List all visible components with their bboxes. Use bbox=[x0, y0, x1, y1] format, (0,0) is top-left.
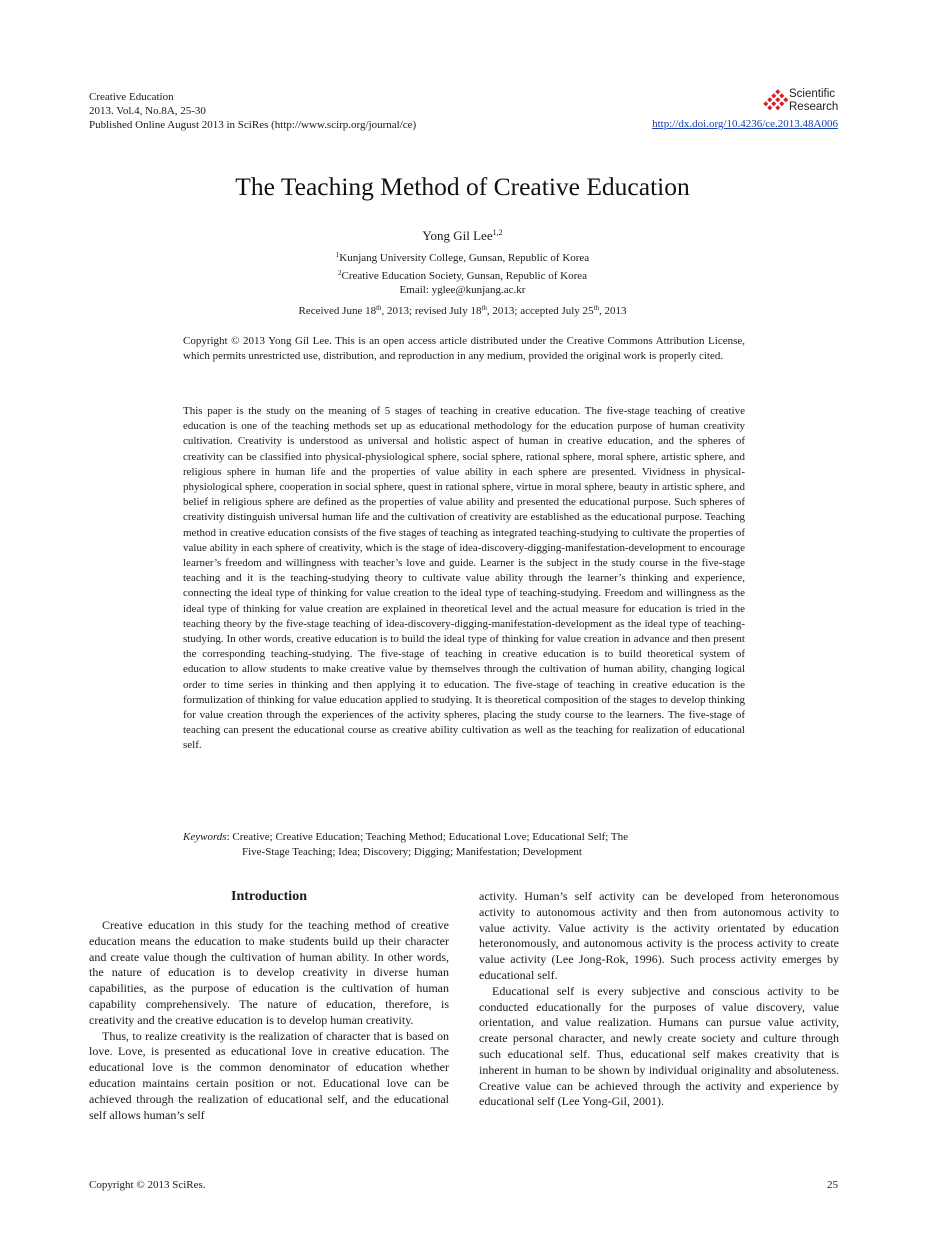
logo-square bbox=[771, 101, 776, 106]
affiliation-1 bbox=[0, 248, 925, 266]
intro-paragraph-1: Creative education in this study for the teaching method of creative education means the education to make students build up their character and create value though the cultivation of human ability. In other words, the nature of education is to develop creativity in diverse human capabilities, as the purpose of education is the cultivation of human capability comprehensively. The nature of education, therefore, is creativity and the creative education is to develop human creativity. bbox=[89, 918, 449, 1027]
right-column bbox=[479, 889, 839, 1110]
article-dates bbox=[0, 304, 925, 317]
affiliation-2 bbox=[0, 266, 925, 284]
keywords-line1 bbox=[183, 830, 743, 845]
logo-square bbox=[767, 97, 772, 102]
journal-volume: 2013. Vol.4, No.8A, 25-30 bbox=[89, 105, 206, 117]
logo-text-line1: Scientific bbox=[789, 88, 836, 100]
author-name: Yong Gil Lee bbox=[422, 228, 493, 243]
section-heading-introduction: Introduction bbox=[231, 889, 307, 904]
doi-link[interactable]: http://dx.doi.org/10.4236/ce.2013.48A006 bbox=[652, 118, 838, 130]
date-end: , 2013 bbox=[599, 305, 627, 317]
keywords bbox=[183, 830, 743, 860]
affiliation-2-text: Creative Education Society, Gunsan, Republic of Korea bbox=[341, 269, 587, 282]
affiliations bbox=[0, 248, 925, 298]
logo-diamond-icon bbox=[763, 88, 789, 114]
logo-square bbox=[771, 93, 776, 98]
scientific-research-logo bbox=[763, 88, 843, 114]
logo-square bbox=[763, 101, 768, 106]
page-number: 25 bbox=[827, 1179, 838, 1191]
logo-text-line2: Research bbox=[789, 100, 839, 113]
keywords-text-1: : Creative; Creative Education; Teaching Method; Educational Love; Educational Self; The bbox=[226, 831, 629, 843]
intro-paragraph-2: Thus, to realize creativity is the realization of character that is based on love. Love, is presented as educational love in creative education. The educational love is the common denominator of education whether education maintains certain position or not. Educational love can be achieved through the realization of educational self, and the educational self allows human’s self bbox=[89, 1028, 449, 1122]
affiliation-1-sup: 1 bbox=[335, 251, 340, 259]
left-column bbox=[89, 918, 449, 1123]
abstract: This paper is the study on the meaning of 5 stages of teaching in creative education. The five-stage teaching of creative education is one of the teaching methods set up as educational methodology for the education purpose of human creativity cultivation. Creativity is understood as universal and holistic aspect of human in creative education, and the spheres of creativity can be classified into physical-physiological sphere, social sphere, rational sphere, moral sphere, artistic sphere, and religious sphere in human life and the properties of value ability in each sphere are presented. Vividness in physical-physiological sphere, cooperation in social sphere, quest in rational sphere, virtue in moral sphere, beauty in artistic sphere, and belief in religious sphere are defined as the properties of value ability and presented the educational purpose. Such spheres of creativity distinguish universal human life and the cultivation of creativity are established as the educational purpose. Teaching method in creative education consists of the five stages of teaching as integrated teaching-studying to cultivate the properties of value ability in each sphere of creativity, which is the stage of idea-discovery-digging-manifestation-development to encourage learner’s freedom and willingness with teacher’s love and guide. Learner is the subject in the study course in the five-stage teaching and it is the teaching-studying theory to cultivate value ability through the learner’s thinking and experience, connecting the ideal type of thinking for value creation to the ideal type of teaching-studying. Freedom and willingness as the ideal type of thinking for value creation are explained in theoretical level and the actual measure for education is tried in the teaching theory by the five-stage teaching of idea-discovery-digging-manifestation-development as the ideal type of teaching-studying. In other words, creative education is to build the ideal type of thinking for value creation in advance and then present the corresponding teaching-studying. The five-stage of teaching in creative education is to build theoretical system of education to allow students to make creative value by themselves through the cultivation of human ability, changing logical order to time series in thinking and then applying it to education. The five-stage of teaching in creative education is the formulization of thinking for value education applied to studying. It is theoretical composition of the stages to develop thinking for value creation through the experiences of the activity spheres, placing the study course to the learners. The five-stage of teaching can present the educational course as creative ability cultivation as well as the teaching for realization of educational self. bbox=[183, 405, 745, 752]
affiliation-2-sup: 2 bbox=[338, 268, 342, 277]
logo-square bbox=[767, 105, 772, 110]
journal-name: Creative Education bbox=[89, 91, 174, 103]
date-revised: , 2013; revised July 18 bbox=[381, 305, 482, 317]
logo-square bbox=[779, 101, 784, 106]
logo-square bbox=[775, 89, 780, 94]
intro-paragraph-3: activity. Human’s self activity can be developed from heteronomous activity to autonomous activity and then from autonomous activity to value activity. Value activity is the activity orientated by education heteronomously, and autonomous activity is the process activity to create value activity (Lee Jong-Rok, 1996). Such process activity emerges by educational self. bbox=[479, 889, 839, 982]
keywords-text-2: Five-Stage Teaching; Idea; Discovery; Digging; Manifestation; Development bbox=[242, 846, 582, 858]
logo-square bbox=[775, 105, 780, 110]
author-email: Email: yglee@kunjang.ac.kr bbox=[399, 284, 526, 296]
date-accepted: , 2013; accepted July 25 bbox=[486, 305, 594, 317]
logo-square bbox=[783, 97, 788, 102]
keywords-label: Keywords bbox=[183, 831, 227, 843]
footer-copyright: Copyright © 2013 SciRes. bbox=[89, 1179, 206, 1191]
copyright-notice: Copyright © 2013 Yong Gil Lee. This is an open access article distributed under the Creative Commons Attribution License, which permits unrestricted use, distribution, and reproduction in any medium, provided the original work is properly cited. bbox=[183, 335, 745, 362]
paper-title: The Teaching Method of Creative Education bbox=[235, 172, 690, 201]
date-revised-sup: th bbox=[481, 304, 487, 312]
journal-header bbox=[89, 90, 416, 132]
date-accepted-sup: th bbox=[593, 304, 599, 312]
date-received: Received June 18 bbox=[298, 305, 377, 317]
journal-published: Published Online August 2013 in SciRes (http://www.scirp.org/journal/ce) bbox=[89, 119, 417, 131]
author-line bbox=[0, 228, 925, 244]
affiliation-1-text: Kunjang University College, Gunsan, Republic of Korea bbox=[339, 252, 590, 264]
date-received-sup: th bbox=[376, 304, 382, 312]
logo-square bbox=[775, 97, 780, 102]
author-sup: 1,2 bbox=[492, 228, 503, 237]
intro-paragraph-4: Educational self is every subjective and conscious activity to be conducted educationally for the purposes of value discovery, value orientation, and value realization. Humans can pursue value activity, create personal character, and newly create society and culture through such educational self. Thus, educational self makes creativity that is inherent in human to be shown by individual originality and absoluteness. Creative value can be achieved through the activity and experience by educational self (Lee Yong-Gil, 2001). bbox=[479, 983, 839, 1109]
logo-square bbox=[779, 93, 784, 98]
